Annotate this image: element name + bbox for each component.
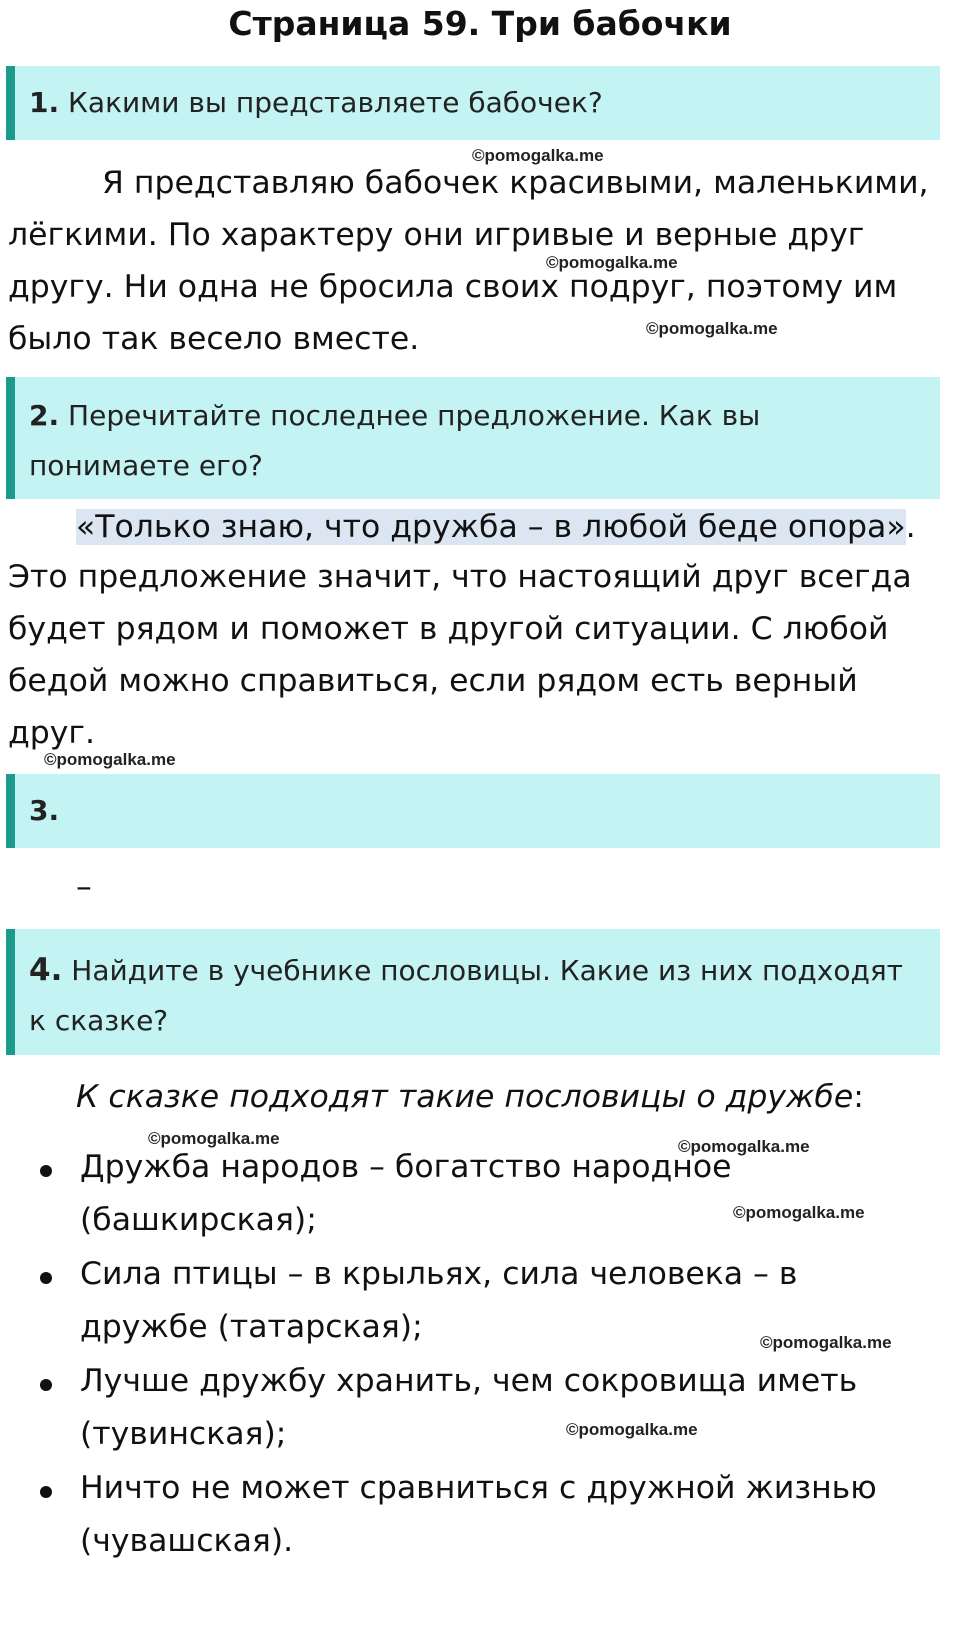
bullet-icon <box>40 1486 52 1498</box>
bullet-icon <box>40 1379 52 1391</box>
answer-1-line: лёгкими. По характеру они игривые и верные друг <box>8 217 865 253</box>
question-1-box <box>6 66 940 140</box>
proverb-item: Дружба народов – богатство народное <box>80 1149 732 1185</box>
proverb-item: Сила птицы – в крыльях, сила человека – в <box>80 1256 798 1292</box>
question-4-number: 4. <box>29 952 63 988</box>
question-2-number: 2. <box>29 399 60 432</box>
watermark: ©pomogalka.me <box>44 750 176 769</box>
page-title: Страница 59. Три бабочки <box>228 4 732 43</box>
proverb-item: Ничто не может сравниться с дружной жизнью <box>80 1470 877 1506</box>
proverbs-intro <box>76 1070 864 1124</box>
proverbs-intro-text: К сказке подходят такие пословицы о дружбе <box>76 1079 854 1115</box>
question-3-number: 3. <box>29 794 60 827</box>
question-3-box <box>6 774 940 848</box>
watermark: ©pomogalka.me <box>472 146 604 165</box>
quote-highlight: «Только знаю, что дружба – в любой беде опора» <box>76 509 906 545</box>
question-2-text: Перечитайте последнее предложение. Как вы <box>68 399 761 432</box>
watermark: ©pomogalka.me <box>760 1333 892 1352</box>
answer-1-line: Я представляю бабочек красивыми, маленькими, <box>102 165 929 201</box>
answer-2-line: будет рядом и поможет в другой ситуации. С любой <box>8 611 889 647</box>
question-4-text: к сказке? <box>29 1004 169 1037</box>
answer-1-line: другу. Ни одна не бросила своих подруг, поэтому им <box>8 269 898 305</box>
proverb-item: (башкирская); <box>80 1202 317 1238</box>
watermark: ©pomogalka.me <box>546 253 678 272</box>
watermark: ©pomogalka.me <box>646 319 778 338</box>
question-1-text: Какими вы представляете бабочек? <box>68 86 603 119</box>
question-4-text: Найдите в учебнике пословицы. Какие из них подходят <box>71 954 903 987</box>
answer-2-line: бедой можно справиться, если рядом есть верный <box>8 663 858 699</box>
quote-end: . <box>905 509 916 545</box>
watermark: ©pomogalka.me <box>148 1129 280 1148</box>
proverb-item: (тувинская); <box>80 1416 287 1452</box>
answer-1-line: было так весело вместе. <box>8 321 420 357</box>
watermark: ©pomogalka.me <box>678 1137 810 1156</box>
proverb-item: Лучше дружбу хранить, чем сокровища иметь <box>80 1363 858 1399</box>
question-2-box <box>6 377 940 499</box>
question-4-box <box>6 929 940 1055</box>
question-1-number: 1. <box>29 86 60 119</box>
answer-2-line: друг. <box>8 715 95 751</box>
bullet-icon <box>40 1272 52 1284</box>
proverb-item: дружбе (татарская); <box>80 1309 423 1345</box>
proverbs-intro-end: : <box>853 1079 864 1115</box>
watermark: ©pomogalka.me <box>566 1420 698 1439</box>
question-2-text: понимаете его? <box>29 449 263 482</box>
proverb-item: (чувашская). <box>80 1523 294 1559</box>
answer-2-line: Это предложение значит, что настоящий друг всегда <box>8 559 912 595</box>
bullet-icon <box>40 1165 52 1177</box>
answer-3: – <box>76 869 92 905</box>
quote-line <box>76 500 916 554</box>
watermark: ©pomogalka.me <box>733 1203 865 1222</box>
